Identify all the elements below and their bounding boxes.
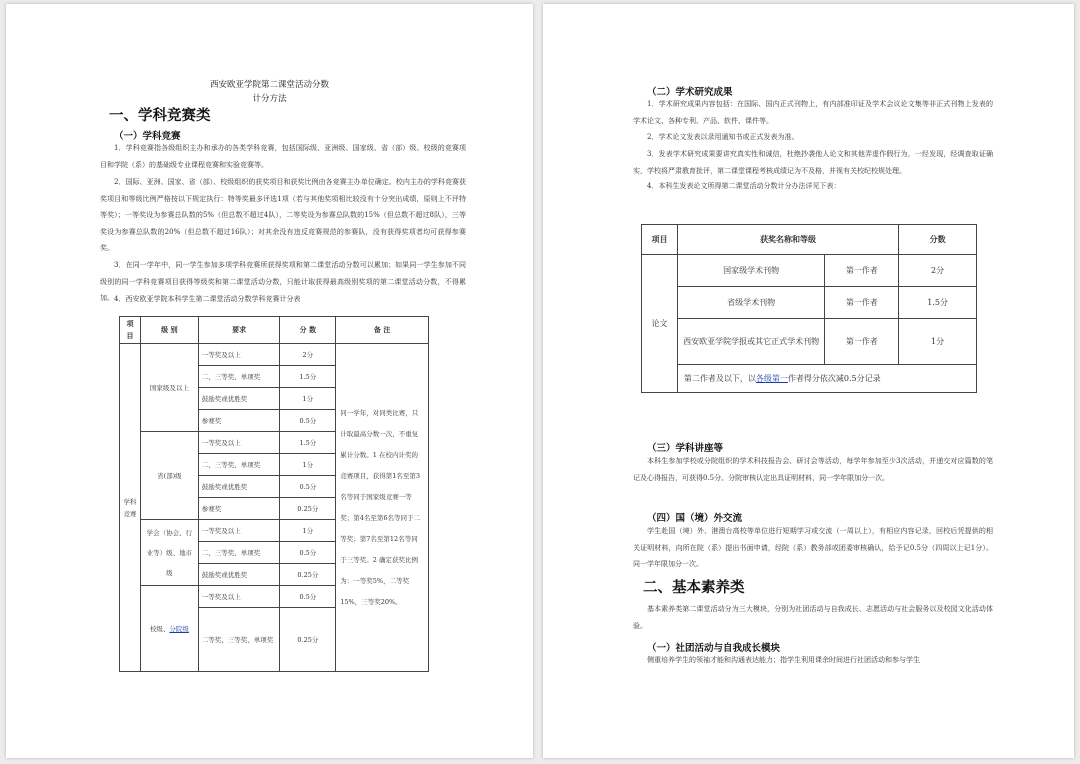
header-requirement: 要求 — [198, 317, 280, 344]
score-cell: 2分 — [280, 344, 336, 366]
subsection-heading-5: （一）社团活动与自我成长模块 — [647, 643, 781, 654]
project-cell: 学科竞赛 — [120, 344, 141, 672]
header-level: 级 别 — [140, 317, 198, 344]
score-cell: 1分 — [280, 388, 336, 410]
score-cell: 1分 — [280, 454, 336, 476]
footnote-cell — [677, 365, 976, 393]
footnote-text: 第二作者及以下，以 — [683, 374, 756, 383]
subsection-heading-2: （二）学术研究成果 — [647, 87, 733, 98]
score-cell: 1分 — [899, 319, 977, 365]
score-cell: 0.5分 — [280, 410, 336, 432]
author-cell: 第一作者 — [825, 319, 899, 365]
paragraph-s1: 基本素养类第二课堂活动分为三大模块，分别为社团活动与自我成长、志愿活动与社会服务以及校园文化活动体验。 — [633, 605, 993, 630]
requirement-cell: 参赛奖 — [198, 498, 280, 520]
level-cell — [140, 586, 198, 672]
score-cell: 1.5分 — [280, 366, 336, 388]
requirement-cell: 二、三等奖、单项奖 — [198, 366, 280, 388]
paragraph-3: 3．在同一学年中，同一学生参加多项学科竞赛所获得奖项和第二课堂活动分数可以累加；如果同一学生参加不同级别的同一学科竞赛项目获得等级奖和第二课堂活动分数，只能计取获得最高级别奖项的第二课堂活动分数，不得累加。 — [100, 261, 466, 302]
paragraph-q1: 1．学术研究成果内容包括：在国际、国内正式刊物上，有内部准印证及学术会议论文集等非正式刊物上发表的学术论文、各种专利、产品、软件、课件等。 — [633, 100, 993, 125]
project-cell: 论文 — [642, 255, 678, 393]
table-row — [120, 344, 429, 366]
table-header-row — [120, 317, 429, 344]
score-cell: 2分 — [899, 255, 977, 287]
requirement-cell: 二、三等奖、单项奖 — [198, 542, 280, 564]
requirement-cell: 鼓励奖或优胜奖 — [198, 476, 280, 498]
award-name-cell: 国家级学术刊物 — [677, 255, 825, 287]
header-note: 备 注 — [336, 317, 429, 344]
level-text-underlined: 分院级 — [169, 624, 189, 633]
requirement-cell: 鼓励奖或优胜奖 — [198, 564, 280, 586]
requirement-cell: 鼓励奖或优胜奖 — [198, 388, 280, 410]
document-page-left — [6, 4, 533, 758]
score-cell: 1分 — [280, 520, 336, 542]
section-heading-1: 一、学科竞赛类 — [109, 108, 211, 124]
table-header-row — [642, 225, 977, 255]
paper-score-table — [641, 224, 977, 393]
requirement-cell: 一等奖及以上 — [198, 432, 280, 454]
requirement-cell: 一等奖及以上 — [198, 520, 280, 542]
footnote-underlined: 各级第一 — [755, 374, 788, 383]
score-cell: 0.25分 — [280, 608, 336, 672]
document-page-right — [543, 4, 1074, 758]
table-row — [642, 255, 977, 287]
score-cell: 0.5分 — [280, 476, 336, 498]
header-project: 项目 — [642, 225, 678, 255]
score-cell: 0.25分 — [280, 564, 336, 586]
header-project: 项目 — [120, 317, 141, 344]
author-cell: 第一作者 — [825, 255, 899, 287]
award-name-cell: 西安欧亚学院学报或其它正式学术刊物 — [677, 319, 825, 365]
header-score: 分 数 — [280, 317, 336, 344]
requirement-cell: 一等奖及以上 — [198, 586, 280, 608]
header-award: 获奖名称和等级 — [677, 225, 898, 255]
table-row — [642, 287, 977, 319]
header-score: 分数 — [899, 225, 977, 255]
score-cell: 1.5分 — [899, 287, 977, 319]
requirement-cell: 二、三等奖、单项奖 — [198, 454, 280, 476]
level-cell: 学会（协会、行业等）级、地市级 — [140, 520, 198, 586]
table-row — [642, 365, 977, 393]
paragraph-q3: 3．发表学术研究成果要讲究真实性和诚信，杜绝抄袭他人论文和其他弄虚作假行为，一经发现，经调查取证确实，学校将严肃教育批评，第二课堂课程考核成绩记为不及格，并视有关校纪校规处理。 — [633, 150, 993, 175]
requirement-cell: 一等奖及以上 — [198, 344, 280, 366]
table-row — [642, 319, 977, 365]
subsection-heading-3: （三）学科讲座等 — [647, 443, 724, 454]
score-cell: 0.5分 — [280, 586, 336, 608]
competition-score-table — [119, 316, 429, 672]
paragraph-s2: 侧重培养学生的领袖才能和沟通表达能力；指学生利用课余时间进行社团活动和参与学生 — [647, 656, 920, 664]
note-cell: 同一学年，对同类比赛，只计取最高分数一次，不重复累计分数。1 在校内计奖的竞赛项目，获得第1名至第3名等同于国家级竞赛一等奖；第4名至第6名等同于二等奖；第7名至第12名等同于三等奖。2 确定获奖比例为：一等奖5%，二等奖15%，三等奖20%。 — [336, 344, 429, 672]
paragraph-1: 1．学科竞赛指各级组织主办和承办的各类学科竞赛，包括国际级、亚洲级、国家级、省（部）级、校级的竞赛项目和学院（系）的基础级专业课程竞赛和实验竞赛等。 — [100, 144, 466, 169]
doc-title-line1: 西安欧亚学院第二课堂活动分数 — [209, 80, 329, 90]
subsection-heading-4: （四）国（境）外交流 — [647, 513, 743, 524]
score-cell: 0.5分 — [280, 542, 336, 564]
paragraph-2: 2．国际、亚洲、国家、省（部）、校级组织的获奖项目和获奖比例由各竞赛主办单位确定。校内主办的学科竞赛获奖项目和等级比例严格按以下规定执行：特等奖最多评选1项（若与其他奖项相比较没有十分突出成绩，原则上不评特等奖）；一等奖设为参赛总队数的5%（但总数不超过4队），二等奖设为参赛总队数的15%（但总数不超过8队），三等奖设为参赛总队数的20%（但总数不超过16队）；对其余没有违反竞赛规范的参赛队，没有获得奖项者均可获得参赛奖。 — [100, 178, 466, 252]
level-cell: 国家级及以上 — [140, 344, 198, 432]
paragraph-r2: 学生赴国（境）外、港澳台高校等单位进行短期学习或交流（一周以上），有相应内容记录，回校后凭提供的相关证明材料，向所在院（系）提出书面申请，经院（系）教务部或团委审核确认，给予记0.5分（四周以上记1分）。同一学年限加分一次。 — [633, 527, 993, 568]
score-cell: 0.25分 — [280, 498, 336, 520]
paragraph-q4: 4．本科生发表论文所得第二课堂活动分数计分办法详见下表： — [647, 182, 841, 190]
award-name-cell: 省级学术刊物 — [677, 287, 825, 319]
score-cell: 1.5分 — [280, 432, 336, 454]
author-cell: 第一作者 — [825, 287, 899, 319]
paragraph-r1: 本科生参加学校或分院组织的学术科技报告会、研讨会等活动，每学年参加至少3次活动，并递交对应篇数的笔记及心得报告，可获得0.5分。分院审核认定出具证明材料，同一学年限加分一次。 — [633, 457, 993, 482]
doc-title-line2: 计分方法 — [252, 94, 287, 104]
requirement-cell: 参赛奖 — [198, 410, 280, 432]
level-cell: 省(部)级 — [140, 432, 198, 520]
paragraph-q2: 2．学术论文发表以录用通知书或正式发表为准。 — [647, 133, 799, 141]
requirement-cell: 二等奖、三等奖、单项奖 — [198, 608, 280, 672]
footnote-text-end: 作者得分依次减0.5分记录 — [787, 374, 881, 383]
subsection-heading-1: （一）学科竞赛 — [114, 131, 181, 142]
paragraph-4: 4．西安欧亚学院本科学生第二课堂活动分数学科竞赛计分表 — [114, 295, 301, 303]
level-text: 校级、 — [149, 624, 170, 633]
section-heading-2: 二、基本素养类 — [643, 580, 745, 596]
